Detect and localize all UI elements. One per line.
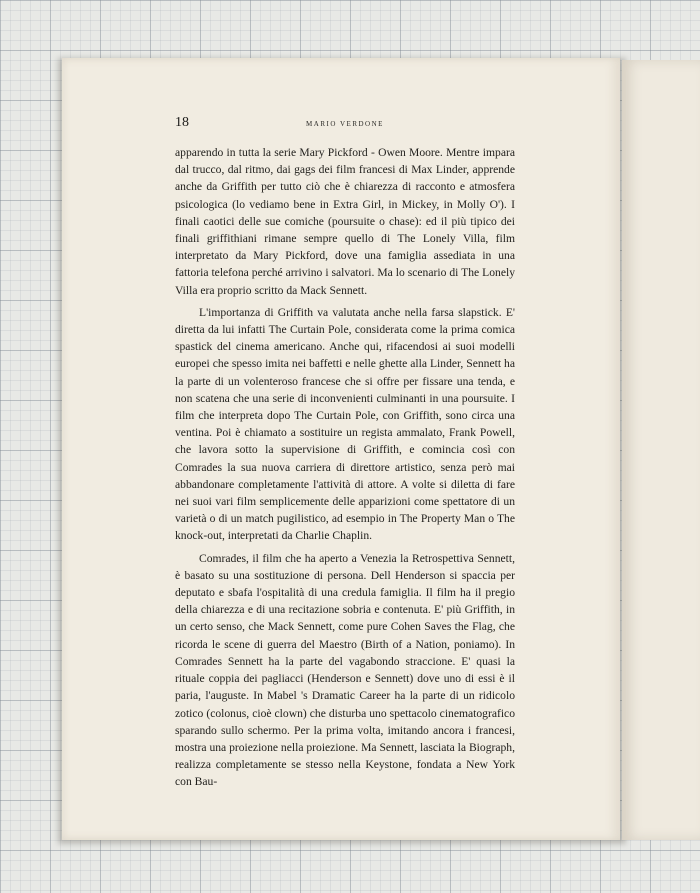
- body-text: [175, 144, 515, 791]
- paragraph-2: L'importanza di Griffith va valutata anche nella farsa slapstick. E' diretta da lui infatti The Curtain Pole, considerata come la prima comica spastick del cinema americano. Anche qui, rifacendosi ai suoi modelli europei che spesso imita nei baffetti e nelle ghette alla Linder, Sennett ha la parte di un volenteroso francese che si offre per fissare una tenda, e non scatena che una serie di inconvenienti culminanti in una poursuite. I film che interpreta dopo The Curtain Pole, con Griffith, sono circa una ventina. Poi è chiamato a sostituire un regista ammalato, Frank Powell, che lavora sotto la supervisione di Griffith, e comincia così con Comrades la sua nuova carriera di direttore artistico, senza però mai abbandonare completamente l'attività di attore. A volte si diletta di fare nei suoi vari film semplicemente delle apparizioni come spettatore di un varietà o di un match pugilistico, ad esempio in The Property Man o The knock-out, interpretati da Charlie Chaplin.: [175, 305, 515, 543]
- page-number: 18: [175, 115, 189, 130]
- paragraph-3: Comrades, il film che ha aperto a Venezia la Retrospettiva Sennett, è basato su una sostituzione di persona. Dell Henderson si spaccia per deputato e sbafa l'ospitalità di una credula famiglia. Il film ha il pregio della chiarezza e di una recitazione sobria e contenuta. E' più Griffith, in un certo senso, che Mack Sennett, come pure Cohen Saves the Flag, che ricorda le scene di guerra del Maestro (Birth of a Nation, poniamo). In Comrades Sennett ha la parte del vagabondo straccione. E' quasi la rituale coppia dei pagliacci (Henderson e Sennett) dove uno di essi è il paria, l'auguste. In Mabel 's Dramatic Career ha la parte di un ridicolo zotico (colonus, cioè clown) che disturba uno spettacolo cinematografico sparando sullo schermo. Per la prima volta, imitando ancora i francesi, mostra una proiezione nella proiezione. Ma Sennett, lasciata la Biograph, realizza completamente se stesso nella Keystone, fondata a New York con Bau-: [175, 551, 515, 789]
- facing-page-edge: [622, 60, 700, 840]
- running-head: MARIO VERDONE: [306, 120, 384, 128]
- paragraph-1: apparendo in tutta la serie Mary Pickford - Owen Moore. Mentre impara dal trucco, dal ritmo, dai gags dei film francesi di Max Linder, apprende anche da Griffith per tutto ciò che è chiarezza di racconto e atmosfera psicologica (lo vediamo bene in Extra Girl, in Mickey, in Molly O'). I finali caotici delle sue comiche (poursuite o chase): ed il più tipico dei finali griffithiani rimane sempre quello di The Lonely Villa, film interpretato da Mary Pickford, dove una famiglia assediata in una fattoria telefona perché arrivino i salvatori. Ma lo scenario di The Lonely Villa era proprio scritto da Mack Sennett.: [175, 146, 515, 297]
- page-header: [175, 115, 515, 133]
